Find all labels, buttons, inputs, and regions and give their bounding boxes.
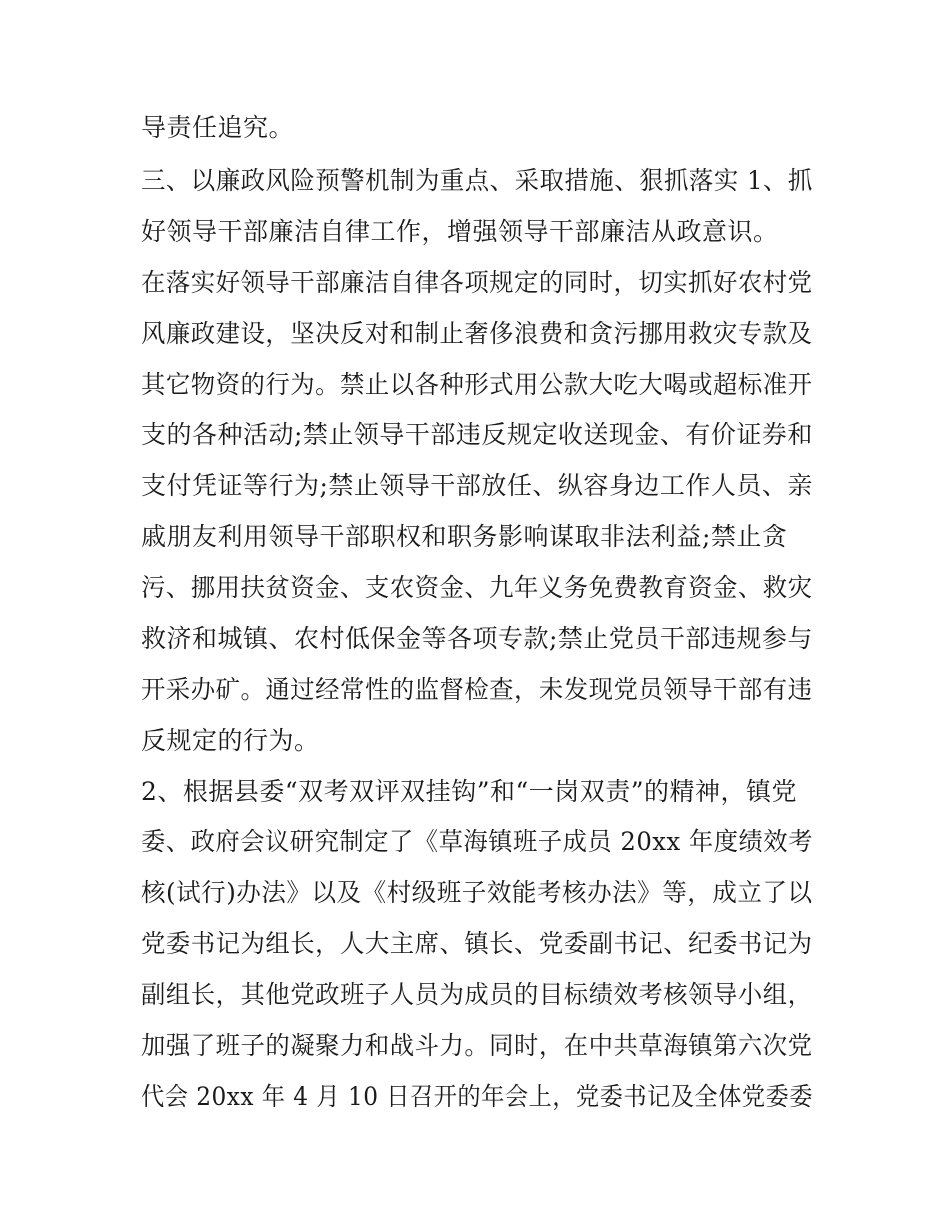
text-line-16: 核(试行)办法》以及《村级班子效能考核办法》等，成立了以: [141, 878, 813, 907]
text-line-3: 好领导干部廉洁自律工作，增强领导干部廉洁从政意识。: [141, 217, 779, 246]
text-line-12: 开采办矿。通过经常性的监督检查，未发现党员领导干部有违: [141, 675, 813, 704]
text-line-7: 支的各种活动;禁止领导干部违反规定收送现金、有价证券和: [141, 420, 813, 449]
text-line-17: 党委书记为组长，人大主席、镇长、党委副书记、纪委书记为: [141, 929, 813, 958]
text-line-11: 救济和城镇、农村低保金等各项专款;禁止党员干部违规参与: [141, 624, 813, 653]
text-line-9: 戚朋友利用领导干部职权和职务影响谋取非法利益;禁止贪: [141, 522, 788, 551]
text-line-13: 反规定的行为。: [141, 726, 320, 755]
text-line-15: 委、政府会议研究制定了《草海镇班子成员 20xx 年度绩效考: [141, 827, 813, 856]
text-line-19: 加强了班子的凝聚力和战斗力。同时，在中共草海镇第六次党: [141, 1031, 813, 1060]
text-line-14: 2、根据县委“双考双评双挂钩”和“一岗双责”的精神，镇党: [141, 777, 798, 806]
text-line-8: 支付凭证等行为;禁止领导干部放任、纵容身边工作人员、亲: [141, 471, 813, 500]
text-line-6: 其它物资的行为。禁止以各种形式用公款大吃大喝或超标准开: [141, 370, 813, 399]
text-line-5: 风廉政建设，坚决反对和制止奢侈浪费和贪污挪用救灾专款及: [141, 319, 813, 348]
text-line-10: 污、挪用扶贫资金、支农资金、九年义务免费教育资金、救灾: [141, 573, 813, 602]
text-line-4: 在落实好领导干部廉洁自律各项规定的同时，切实抓好农村党: [141, 268, 813, 297]
text-line-1: 导责任追究。: [141, 113, 295, 142]
text-line-2: 三、以廉政风险预警机制为重点、采取措施、狠抓落实 1、抓: [141, 166, 813, 195]
text-line-20: 代会 20xx 年 4 月 10 日召开的年会上，党委书记及全体党委委: [141, 1082, 813, 1111]
text-line-18: 副组长，其他党政班子人员为成员的目标绩效考核领导小组，: [141, 980, 813, 1009]
